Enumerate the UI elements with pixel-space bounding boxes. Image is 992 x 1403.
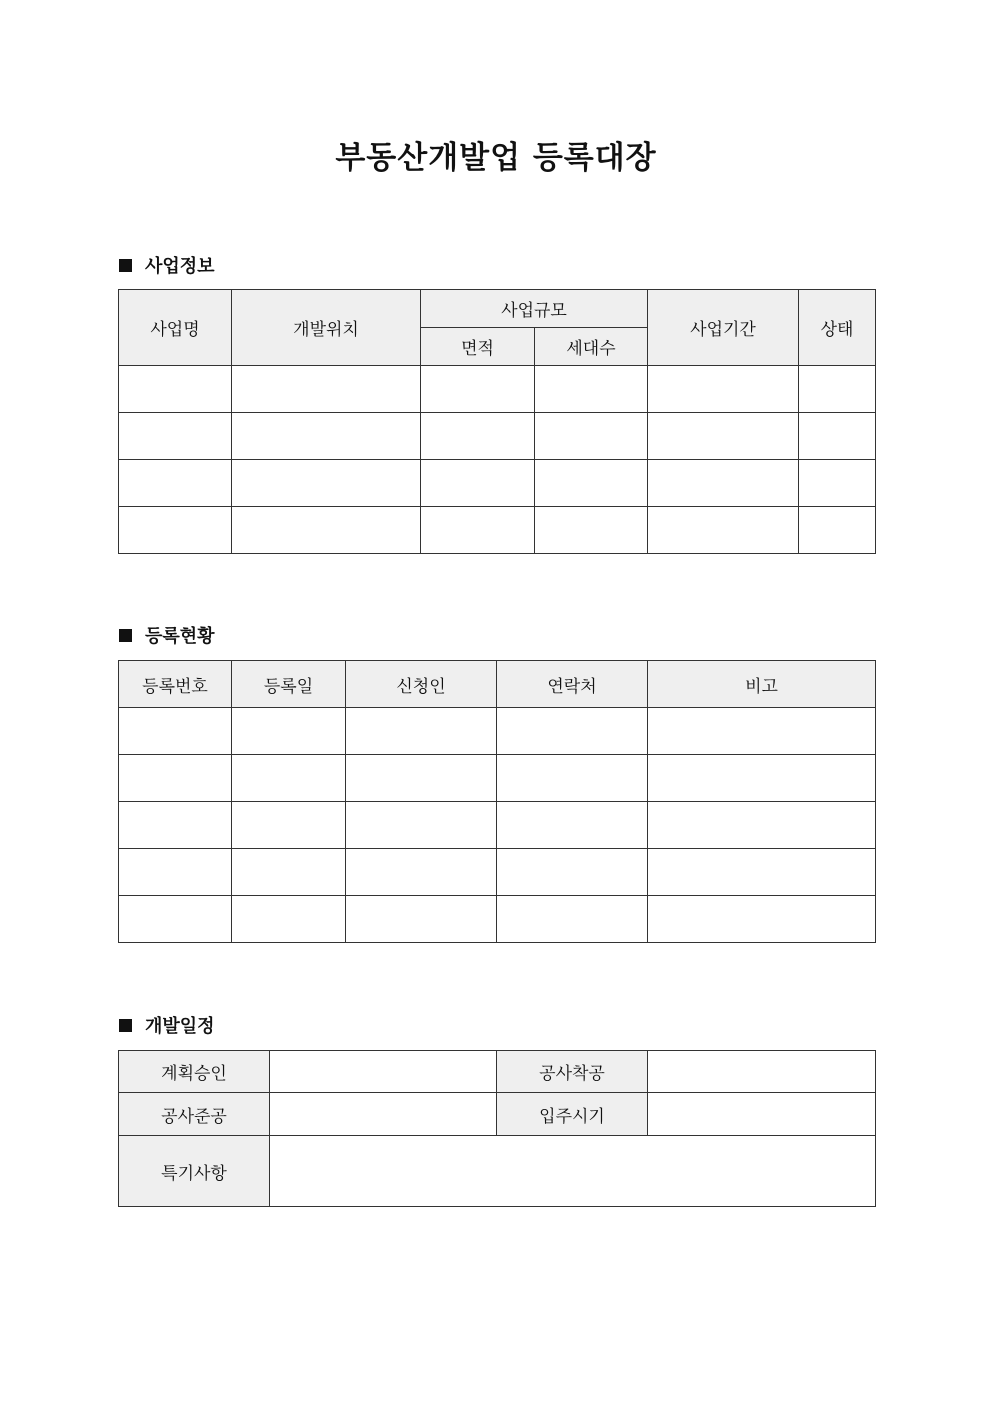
cell-contact[interactable]: [497, 755, 648, 802]
cell-remarks[interactable]: [648, 802, 876, 849]
cell-remarks[interactable]: [648, 896, 876, 943]
header-households: 세대수: [535, 328, 648, 366]
black-square-icon: [119, 259, 132, 272]
business-info-table: [118, 289, 876, 554]
label-special-notes: 특기사항: [119, 1136, 270, 1207]
cell-remarks[interactable]: [648, 755, 876, 802]
cell-business-name[interactable]: [119, 507, 232, 554]
label-plan-approval: 계획승인: [119, 1051, 270, 1093]
cell-period[interactable]: [648, 366, 799, 413]
header-status: 상태: [799, 290, 876, 366]
cell-registration-number[interactable]: [119, 849, 232, 896]
table-row: [119, 366, 876, 413]
header-remarks: 비고: [648, 661, 876, 708]
registration-status-table: [118, 660, 876, 943]
cell-period[interactable]: [648, 507, 799, 554]
cell-applicant[interactable]: [346, 849, 497, 896]
cell-area[interactable]: [421, 413, 535, 460]
cell-status[interactable]: [799, 366, 876, 413]
section-heading-development-schedule: [119, 1013, 215, 1037]
cell-registration-date[interactable]: [232, 896, 346, 943]
cell-households[interactable]: [535, 413, 648, 460]
black-square-icon: [119, 1019, 132, 1032]
document-title: 부동산개발업 등록대장: [335, 140, 657, 176]
cell-location[interactable]: [232, 366, 421, 413]
header-registration-number: 등록번호: [119, 661, 232, 708]
cell-households[interactable]: [535, 460, 648, 507]
cell-business-name[interactable]: [119, 460, 232, 507]
header-area: 면적: [421, 328, 535, 366]
cell-registration-date[interactable]: [232, 708, 346, 755]
header-period: 사업기간: [648, 290, 799, 366]
cell-period[interactable]: [648, 460, 799, 507]
section-heading-label: 개발일정: [145, 1016, 215, 1037]
table-row: [119, 849, 876, 896]
cell-registration-date[interactable]: [232, 802, 346, 849]
table-row: [119, 460, 876, 507]
cell-status[interactable]: [799, 460, 876, 507]
label-move-in-period: 입주시기: [497, 1093, 648, 1136]
section-heading-business-info: [119, 253, 215, 277]
header-scale: 사업규모: [421, 290, 648, 328]
label-construction-start: 공사착공: [497, 1051, 648, 1093]
cell-registration-number[interactable]: [119, 896, 232, 943]
section-heading-label: 사업정보: [145, 256, 215, 277]
black-square-icon: [119, 629, 132, 642]
cell-remarks[interactable]: [648, 849, 876, 896]
header-location: 개발위치: [232, 290, 421, 366]
cell-location[interactable]: [232, 413, 421, 460]
cell-households[interactable]: [535, 507, 648, 554]
cell-applicant[interactable]: [346, 708, 497, 755]
table-row: [119, 413, 876, 460]
cell-households[interactable]: [535, 366, 648, 413]
cell-contact[interactable]: [497, 708, 648, 755]
cell-applicant[interactable]: [346, 802, 497, 849]
cell-business-name[interactable]: [119, 366, 232, 413]
cell-registration-number[interactable]: [119, 755, 232, 802]
cell-status[interactable]: [799, 413, 876, 460]
cell-status[interactable]: [799, 507, 876, 554]
table-row: [119, 755, 876, 802]
cell-contact[interactable]: [497, 896, 648, 943]
section-heading-registration-status: [119, 623, 215, 647]
cell-area[interactable]: [421, 366, 535, 413]
value-construction-start[interactable]: [648, 1051, 876, 1093]
section-heading-label: 등록현황: [145, 626, 215, 647]
cell-area[interactable]: [421, 507, 535, 554]
cell-applicant[interactable]: [346, 755, 497, 802]
value-plan-approval[interactable]: [270, 1051, 497, 1093]
table-row: [119, 708, 876, 755]
value-move-in-period[interactable]: [648, 1093, 876, 1136]
table-row: [119, 802, 876, 849]
cell-area[interactable]: [421, 460, 535, 507]
cell-location[interactable]: [232, 507, 421, 554]
header-business-name: 사업명: [119, 290, 232, 366]
cell-registration-date[interactable]: [232, 755, 346, 802]
value-construction-completion[interactable]: [270, 1093, 497, 1136]
header-contact: 연락처: [497, 661, 648, 708]
cell-contact[interactable]: [497, 849, 648, 896]
cell-registration-number[interactable]: [119, 802, 232, 849]
cell-registration-number[interactable]: [119, 708, 232, 755]
table-row: [119, 896, 876, 943]
cell-registration-date[interactable]: [232, 849, 346, 896]
table-row: [119, 507, 876, 554]
cell-contact[interactable]: [497, 802, 648, 849]
header-registration-date: 등록일: [232, 661, 346, 708]
cell-remarks[interactable]: [648, 708, 876, 755]
label-construction-completion: 공사준공: [119, 1093, 270, 1136]
cell-business-name[interactable]: [119, 413, 232, 460]
cell-location[interactable]: [232, 460, 421, 507]
cell-period[interactable]: [648, 413, 799, 460]
header-applicant: 신청인: [346, 661, 497, 708]
cell-applicant[interactable]: [346, 896, 497, 943]
development-schedule-table: [118, 1050, 876, 1207]
value-special-notes[interactable]: [270, 1136, 876, 1207]
